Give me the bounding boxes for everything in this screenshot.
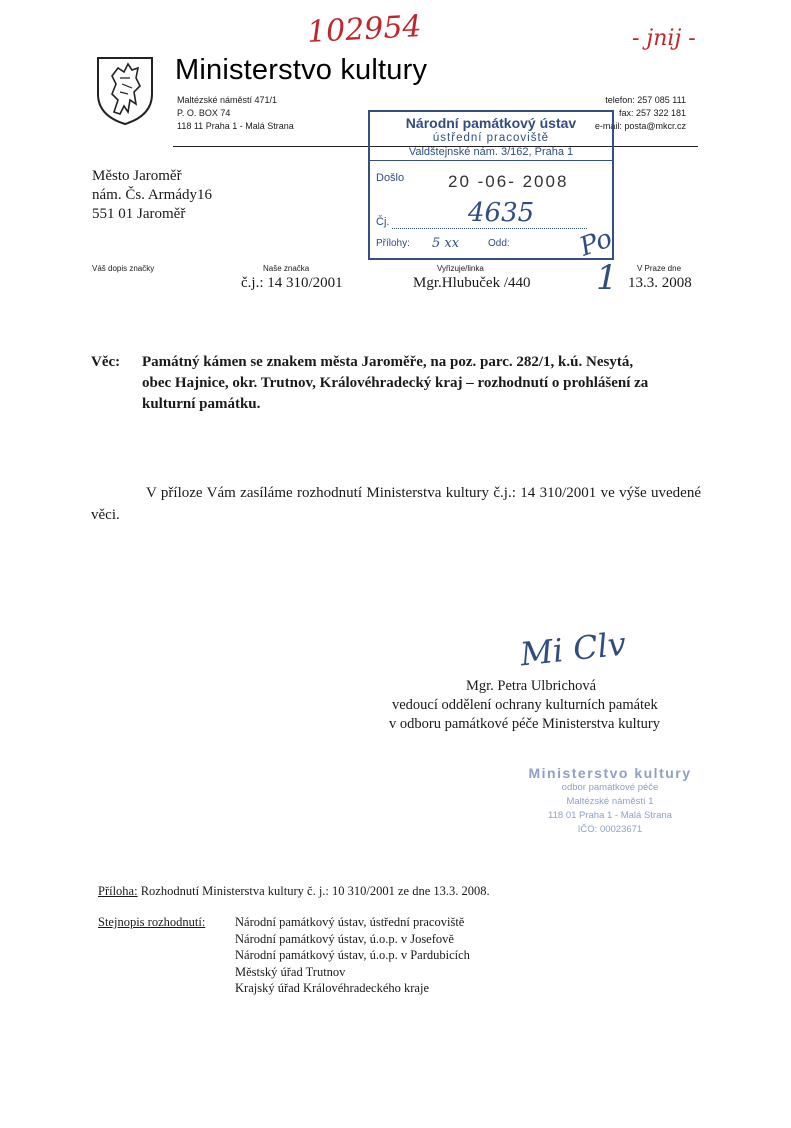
handler-value: Mgr.Hlubuček /440 xyxy=(413,275,531,291)
phone-line: telefon: 257 085 111 xyxy=(605,95,686,105)
stamp-line: IČO: 00023671 xyxy=(577,824,643,835)
stamp-handling-label: Odd: xyxy=(488,238,510,249)
signatory-department: v odboru památkové péče Ministerstva kultury xyxy=(389,716,661,732)
subject-line: Památný kámen se znakem města Jaroměře, na poz. parc. 282/1, k.ú. Nesytá, xyxy=(142,354,634,370)
our-ref-label: Naše značka xyxy=(263,264,310,273)
subject-text xyxy=(142,352,702,415)
copy-recipient: Národní památkový ústav, ú.o.p. v Josefově xyxy=(235,931,454,946)
stamp-line: Maltézské náměstí 1 xyxy=(566,796,654,807)
copies-list xyxy=(235,914,470,997)
subject-line: kulturní památku. xyxy=(142,396,261,412)
handwritten-tick: 1 xyxy=(596,258,618,298)
stamp-ref-dots xyxy=(392,228,587,229)
attachment-label: Příloha: xyxy=(98,884,138,898)
address-line: Maltézské náměstí 471/1 xyxy=(177,95,278,105)
copy-recipient: Krajský úřad Královéhradeckého kraje xyxy=(235,981,430,995)
handwritten-initials: Po xyxy=(575,223,617,263)
stamp-ref-label: Čj. xyxy=(376,216,390,228)
handwritten-registration-number: 102954 xyxy=(306,9,423,50)
coat-of-arms-logo xyxy=(94,54,156,126)
stamp-line: odbor památkové péče xyxy=(561,782,659,793)
email-line: e-mail: posta@mkcr.cz xyxy=(594,121,686,131)
handwritten-ref-number: 4635 xyxy=(468,198,535,228)
stamp-line: Ministerstvo kultury xyxy=(528,765,692,781)
subject-line: obec Hajnice, okr. Trutnov, Královéhradecký kraj – rozhodnutí o prohlášení za xyxy=(142,375,649,391)
address-line: 118 11 Praha 1 - Malá Strana xyxy=(177,121,294,131)
handler-label: Vyřizuje/linka xyxy=(437,264,484,273)
handwritten-signature: Mi Clv xyxy=(518,624,628,674)
recipient-city: 551 01 Jaroměř xyxy=(92,206,186,222)
body-paragraph: V příloze Vám zasíláme rozhodnutí Ministerstva kultury č.j.: 14 310/2001 ve výše uvedené věci. xyxy=(91,485,701,523)
recipient-street: nám. Čs. Armády16 xyxy=(92,187,212,203)
subject-label: Věc: xyxy=(91,354,121,370)
copy-recipient: Národní památkový ústav, ústřední pracoviště xyxy=(235,915,465,929)
place-date-value: 13.3. 2008 xyxy=(628,275,692,291)
handwritten-attachments: 5 xx xyxy=(432,236,460,251)
stamp-received-date: 20 -06- 2008 xyxy=(448,172,569,191)
attachment-text: Rozhodnutí Ministerstva kultury č. j.: 10 310/2001 ze dne 13.3. 2008. xyxy=(140,884,490,898)
stamp-received-label: Došlo xyxy=(376,172,405,184)
stamp-divider xyxy=(370,160,612,161)
attachment-note xyxy=(98,883,490,900)
copy-recipient: Národní památkový ústav, ú.o.p. v Pardubicích xyxy=(235,948,470,962)
signatory-position: vedoucí oddělení ochrany kulturních památek xyxy=(392,697,658,713)
signatory-name: Mgr. Petra Ulbrichová xyxy=(466,678,597,694)
stamp-address: Valdštejnské nám. 3/162, Praha 1 xyxy=(408,146,574,158)
stamp-line: 118 01 Praha 1 - Malá Strana xyxy=(548,810,672,821)
ministry-name: Ministerstvo kultury xyxy=(175,54,428,86)
stamp-org: Národní památkový ústav xyxy=(405,115,577,131)
stamp-unit: ústřední pracoviště xyxy=(432,132,550,144)
copies-label: Stejnopis rozhodnutí: xyxy=(98,915,206,929)
handwritten-top-right-mark: - jnij - xyxy=(632,26,696,51)
place-date-label: V Praze dne xyxy=(637,264,682,273)
stamp-attachments-label: Přílohy: xyxy=(376,238,410,249)
your-ref-label: Váš dopis značky xyxy=(92,264,155,273)
our-ref-value: č.j.: 14 310/2001 xyxy=(241,275,343,291)
copy-recipient: Městský úřad Trutnov xyxy=(235,964,346,979)
ministry-address xyxy=(177,94,294,133)
fax-line: fax: 257 322 181 xyxy=(618,108,686,118)
recipient-address xyxy=(92,167,212,224)
ministry-stamp xyxy=(520,765,700,837)
recipient-name: Město Jaroměř xyxy=(92,168,182,184)
address-line: P. O. BOX 74 xyxy=(177,108,231,118)
